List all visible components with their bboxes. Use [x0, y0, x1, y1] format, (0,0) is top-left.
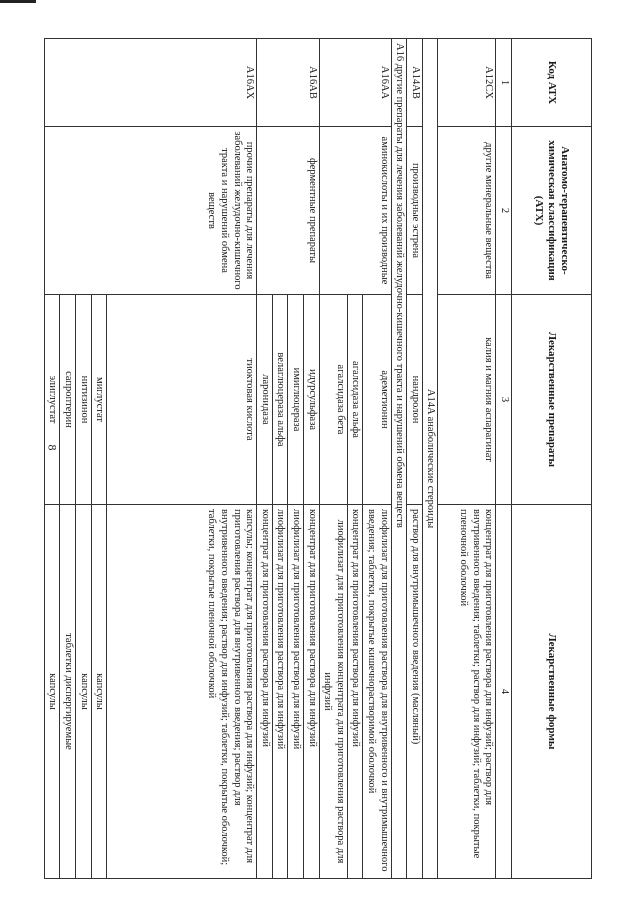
drug-name: адеметионин: [363, 295, 391, 505]
header-code: Код АТХ: [512, 39, 592, 127]
rotated-table-page: [47, 38, 592, 878]
table-row: [407, 39, 423, 879]
atc-classification: аминокислоты и их производные: [319, 127, 391, 295]
drug-name: калия и магния аспарагинат: [438, 295, 496, 505]
drug-name: ларонидаза: [257, 295, 273, 505]
scan-corner-mark: [0, 0, 36, 3]
atc-code: A14AB: [407, 39, 423, 127]
col-number-4: 4: [496, 505, 512, 879]
header-classification: Анатомо-терапевтическо-химическая классификация (АТХ): [512, 127, 592, 295]
group-header-row: [422, 39, 438, 879]
atc-code: A12CX: [438, 39, 496, 127]
column-number-row: [496, 39, 512, 879]
dosage-forms: таблетки диспергируемые: [60, 505, 76, 879]
drug-name: идурсульфаза: [304, 295, 320, 505]
atc-classification: производные эстрена: [407, 127, 423, 295]
page-number: 8: [45, 444, 60, 451]
dosage-forms: капсулы: [76, 505, 92, 879]
atc-code: A16AX: [44, 39, 256, 127]
dosage-forms: концентрат для приготовления раствора для инфузий: [347, 505, 363, 879]
table-row: [304, 39, 320, 879]
group-header: A14A анаболические стероиды: [422, 39, 438, 879]
drug-name: сапроптерин: [60, 295, 76, 505]
drug-name: нандролон: [407, 295, 423, 505]
atc-table: [44, 38, 592, 879]
dosage-forms: капсулы; концентрат для приготовления раствора для инфузий; концентрат для приготовления раствора для внутривенного введения; раствор для внутривенного введения; раствор для инфузий; таблетки, покрытые оболочкой; таблетки, покрытые пленочной оболочкой: [107, 505, 257, 879]
dosage-forms: концентрат для приготовления раствора для инфузий; раствор для внутривенного введения; таблетки; раствор для инфузий; таблетки, покрытые пленочной оболочкой: [438, 505, 496, 879]
table-row: [438, 39, 496, 879]
atc-code: A16AA: [319, 39, 391, 127]
drug-name: агалсидаза альфа: [347, 295, 363, 505]
atc-code: A16AB: [257, 39, 319, 127]
atc-classification: прочие препараты для лечения заболеваний желудочно-кишечного тракта и нарушений обмена веществ: [44, 127, 256, 295]
drug-name: элиглустат: [44, 295, 60, 505]
col-number-2: 2: [496, 127, 512, 295]
drug-name: миглустат: [91, 295, 107, 505]
drug-name: тиоктовая кислота: [107, 295, 257, 505]
dosage-forms: лиофилизат для приготовления концентрата для приготовления раствора для инфузий: [319, 505, 347, 879]
drug-name: нитизинон: [76, 295, 92, 505]
dosage-forms: капсулы: [44, 505, 60, 879]
header-drugs: Лекарственные препараты: [512, 295, 592, 505]
dosage-forms: концентрат для приготовления раствора для инфузий: [304, 505, 320, 879]
drug-name: имиглюцераза: [288, 295, 304, 505]
group-header-row: [391, 39, 407, 879]
dosage-forms: раствор для внутримышечного введения (масляный): [407, 505, 423, 879]
dosage-forms: лиофилизат для приготовления раствора для инфузий: [288, 505, 304, 879]
dosage-forms: лиофилизат для приготовления раствора для инфузий: [272, 505, 288, 879]
drug-name: агалсидаза бета: [319, 295, 347, 505]
col-number-3: 3: [496, 295, 512, 505]
table-row: [107, 39, 257, 879]
atc-classification: ферментные препараты: [257, 127, 319, 295]
dosage-forms: концентрат для приготовления раствора для инфузий: [257, 505, 273, 879]
header-forms: Лекарственные формы: [512, 505, 592, 879]
group-header: A16 другие препараты для лечения заболеваний желудочно-кишечного тракта и нарушений обмена веществ: [391, 39, 407, 879]
drug-name: велаглюцераза альфа: [272, 295, 288, 505]
dosage-forms: лиофилизат для приготовления раствора для внутривенного и внутримышечного введения; таблетки, покрытые кишечнорастворимой оболочкой: [363, 505, 391, 879]
atc-classification: другие минеральные вещества: [438, 127, 496, 295]
col-number-1: 1: [496, 39, 512, 127]
dosage-forms: капсулы: [91, 505, 107, 879]
header-row: [512, 39, 592, 879]
table-row: [363, 39, 391, 879]
